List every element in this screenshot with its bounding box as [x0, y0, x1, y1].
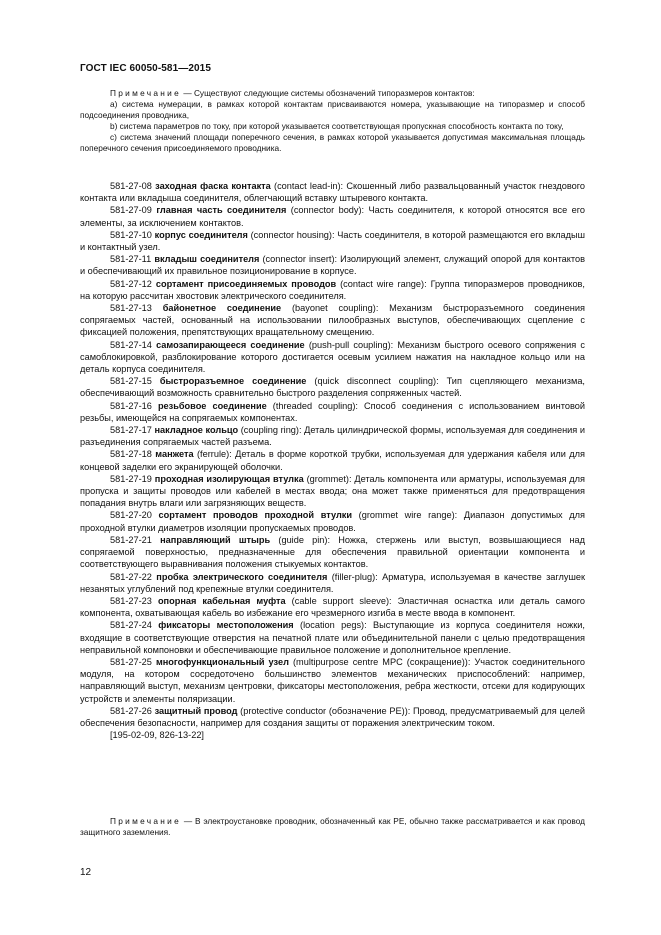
term-name: защитный провод	[154, 705, 238, 716]
term-definition: (threaded coupling): Способ соединения с использованием винтовой резьбы, имеющейся на сопрягаемых компонентах.	[80, 400, 585, 423]
term-number: 581-27-09	[110, 205, 152, 216]
note-item: a) система нумерации, в рамках которой контактам присваиваются номера, указывающие на типоразмер и способ подсоединения проводника,	[80, 99, 585, 121]
term-number: 581-27-12	[110, 278, 152, 289]
term-number: 581-27-20	[110, 510, 152, 521]
term-name: пробка электрического соединителя	[156, 571, 328, 582]
note-label: Примечание	[110, 816, 182, 826]
term-name: фиксаторы местоположения	[158, 620, 294, 631]
document-header: ГОСТ IEC 60050-581—2015	[80, 63, 211, 74]
term-name: корпус соединителя	[154, 229, 248, 240]
term-definition: (grommet wire range): Диапазон допустимых для проходной втулки диаметров изоляции пропускаемых проводов.	[80, 510, 585, 533]
term-definition: (quick disconnect coupling): Тип сцепляющего механизма, обеспечивающий возможность сравнительно быстрого разделения сопряженных частей.	[80, 376, 585, 399]
term-entry	[80, 571, 585, 595]
term-entry	[80, 339, 585, 376]
term-name: опорная кабельная муфта	[157, 595, 286, 606]
term-definition: (protective conductor (обозначение PE)): Провод, предусматриваемый для целей обеспечения безопасности, например для создания защиты от поражения электрическим током.	[80, 705, 585, 728]
page-number: 12	[80, 867, 92, 878]
term-name: многофункциональный узел	[155, 656, 289, 667]
term-definition: (bayonet coupling): Механизм быстроразъемного соединения сопрягаемых частей, основанный на использовании пилообразных выступов, обеспечивающих сцепление с фиксацией положения, препятствующих вращательному смещению.	[80, 303, 585, 338]
term-definition: (guide pin): Ножка, стержень или выступ, возвышающиеся над сопрягаемой поверхностью, предназначенные для обеспечения правильной ориентации компонента и соответствующего выравнивания положения стыкуемых контактов.	[80, 534, 585, 570]
terms-list	[80, 180, 585, 741]
term-number: 581-27-10	[110, 229, 152, 240]
term-entry	[80, 253, 585, 277]
term-name: быстроразъемное соединение	[159, 376, 307, 387]
term-entry	[80, 619, 585, 656]
note-pe-conductor	[80, 816, 585, 838]
note-body: — В электроустановке проводник, обозначенный как PE, обычно также рассматривается и как провод защитного заземления.	[80, 816, 585, 838]
term-entry	[80, 302, 585, 339]
term-definition: (contact lead-in): Скошенный либо развальцованный участок гнездового контакта или вкладыша соединителя, облегчающий вставку штыревого контакта.	[80, 181, 585, 204]
term-entry	[80, 509, 585, 533]
note-intro	[80, 88, 585, 99]
term-entry	[80, 424, 585, 448]
term-definition: (cable support sleeve): Эластичная оснастка или деталь самого компонента, охватывающая кабель во избежание его чрезмерного изгиба в месте ввода в компонент.	[80, 595, 585, 619]
note-item: b) система параметров по току, при которой указывается соответствующая пропускная способность контакта по току,	[110, 121, 564, 132]
term-name: сортамент проводов проходной втулки	[158, 510, 353, 521]
note-contact-size-systems	[80, 88, 585, 155]
term-name: заходная фаска контакта	[155, 181, 271, 191]
term-number: 581-27-11	[110, 254, 152, 265]
term-definition: (location pegs): Выступающие из корпуса соединителя ножки, входящие в соответствующие отверстия на печатной плате или объединительной панели с целью предотвращения неправильной компоновки и обеспечивающие правильное положение и дополнительное крепление.	[80, 620, 585, 655]
term-number: 581-27-24	[110, 620, 152, 631]
term-number: 581-27-19	[110, 473, 152, 484]
term-number: 581-27-21	[110, 534, 152, 545]
term-number: 581-27-08	[110, 181, 152, 191]
term-definition: (grommet): Деталь компонента или арматуры, используемая для пропуска и защиты проводов или кабелей в местах ввода; она может также применяться для предотвращения попадания внутрь влаги или загрязняющих веществ.	[80, 473, 585, 509]
term-name: накладное кольцо	[154, 425, 239, 436]
term-name: сортамент присоединяемых проводов	[155, 278, 337, 289]
note-pe-text	[80, 816, 585, 838]
term-number: 581-27-13	[110, 303, 152, 314]
term-number: 581-27-17	[110, 425, 152, 436]
term-entry	[80, 705, 585, 729]
term-definition: (multipurpose centre MPC (сокращение)): Участок соединительного модуля, на котором сосредоточено большинство элементов механических приспособлений: например, направляющий выступ, механизм центровки, фиксаторы местоположения, ребра жесткости, отсеки для кодирующих устройств и элементы поляризации.	[80, 656, 585, 704]
term-name: направляющий штырь	[160, 534, 271, 545]
term-number: 581-27-16	[110, 400, 152, 411]
term-number: 581-27-15	[110, 376, 152, 387]
term-definition: (connector housing): Часть соединителя, в которой размещаются его вкладыш и контактный узел.	[80, 229, 585, 253]
term-number: 581-27-14	[110, 339, 152, 350]
reference-codes: [195-02-09, 826-13-22]	[110, 730, 204, 741]
term-definition: (coupling ring): Деталь цилиндрической формы, используемая для соединения и разъединения сопрягаемых частей разъема.	[80, 425, 586, 448]
term-name: резьбовое соединение	[157, 400, 267, 411]
note-item: c) система значений площади поперечного сечения, в рамках которой указывается допустимая максимальная площадь поперечного сечения присоединяемого проводника.	[80, 132, 585, 154]
term-entry	[80, 400, 585, 424]
term-definition: (push-pull coupling): Механизм быстрого осевого сопряжения с самоблокировкой, разблокирование которого достигается осевым усилием нажатия на накладное кольцо или на деталь корпуса соединителя.	[80, 339, 585, 375]
term-entry	[80, 534, 585, 571]
term-entry	[80, 180, 585, 204]
term-definition: (connector body): Часть соединителя, к которой относятся все его элементы, за исключением контактов.	[80, 205, 585, 228]
term-definition: (ferrule): Деталь в форме короткой трубки, используемая для удержания кабеля или для концевой заделки его экранирующей оболочки.	[80, 449, 585, 472]
term-definition: (filler-plug): Арматура, используемая в качестве заглушек незанятых углублений под крепежные втулки соединителя.	[80, 571, 585, 594]
term-number: 581-27-26	[110, 705, 152, 716]
term-name: проходная изолирующая втулка	[154, 473, 304, 484]
note-label: Примечание	[110, 88, 182, 98]
term-name: манжета	[155, 449, 194, 460]
note-intro-text: — Существуют следующие системы обозначений типоразмеров контактов:	[181, 88, 475, 98]
term-name: байонетное соединение	[162, 303, 282, 314]
term-entry	[80, 204, 585, 228]
term-number: 581-27-22	[110, 571, 152, 582]
term-definition: (connector insert): Изолирующий элемент, служащий опорой для контактов и обеспечивающий их правильное позиционирование в корпусе.	[80, 254, 585, 277]
term-number: 581-27-23	[110, 595, 152, 606]
term-entry	[80, 229, 585, 253]
term-name: главная часть соединителя	[156, 205, 287, 216]
term-name: вкладыш соединителя	[154, 254, 260, 265]
term-entry	[80, 448, 585, 472]
term-number: 581-27-25	[110, 656, 152, 667]
term-number: 581-27-18	[110, 449, 152, 460]
term-entry	[80, 473, 585, 510]
term-entry	[80, 656, 585, 705]
term-name: самозапирающееся соединение	[156, 339, 305, 350]
term-definition: (contact wire range): Группа типоразмеров проводников, на которую рассчитан хвостовик электрического соединителя.	[80, 278, 585, 301]
term-entry	[80, 278, 585, 302]
term-entry	[80, 595, 585, 619]
term-entry	[80, 375, 585, 399]
